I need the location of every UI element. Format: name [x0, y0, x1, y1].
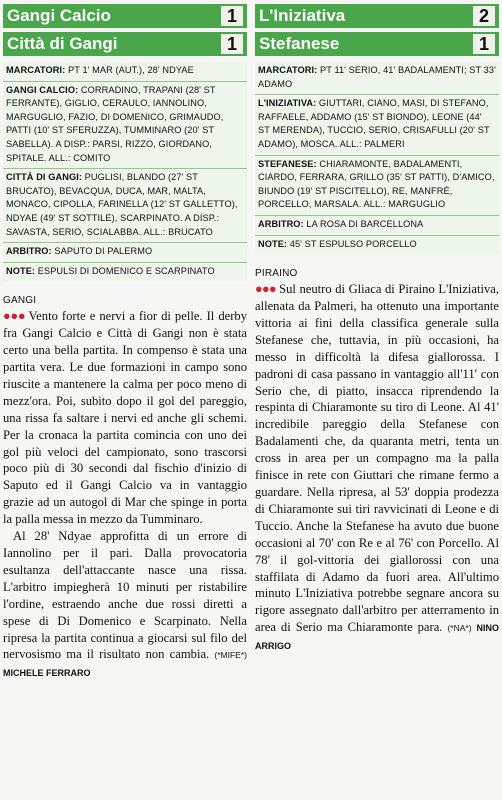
match-column-right — [255, 0, 499, 655]
scorers-info — [255, 62, 499, 95]
paragraph-text: Sul neutro di Gliaca di Piraino L'Iniziativa, allenata da Palmeri, ha ottenuto una importante vittoria ai fini della classifica generale sulla Stefanese che, tuttavia, in più occasioni, ha messo in difficoltà la difesa giallorossa. I padroni di casa passano in vantaggio all'11' con Serio che, di piatto, insacca riprendendo la respinta di Chiaramonte su tiro di Leone. Al 41' incredibile pareggio della Stefanese con Badalamenti che, da quaranta metri, tenta un cross in area per un compagno ma la palla finisce in rete con Giuttari che rimane fermo a guardare. Nella ripresa, al 53' doppia prodezza di Chiaramonte sui tiri ravvicinati di Leone e di Tuccio. Anche la Stefanese ha avuto due buone occasioni al 70' con Re e al 76' con Porcello. Al 78' il gol-vittoria dei giallorossi con una staffilata di Adamo da fuori area. All'ultimo minuto L'Iniziativa potrebbe segnare ancora su rigore assegnato dall'arbitro per atterramento in area di Serio ma Chiaramonte para. — [255, 282, 499, 635]
team-row-away — [255, 32, 499, 56]
notes-info — [3, 263, 247, 282]
team-score: 1 — [473, 34, 495, 54]
info-label: MARCATORI: — [6, 65, 66, 75]
lineup-away — [3, 169, 247, 243]
info-text: CHIARAMONTE, BADALAMENTI, CIARDO, FERRARA, GRILLO (35' ST PATTI), D'AMICO, BIUNDO (19' ST PISCITELLO), RE, MANFRÈ, PORCELLO, MARSALA. ALL.: MARGUGLIO — [258, 158, 495, 210]
match-column-left — [3, 0, 247, 682]
team-row-away — [3, 32, 247, 56]
article-body — [3, 308, 247, 682]
team-name: L'Iniziativa — [259, 6, 346, 25]
team-name: Stefanese — [259, 34, 340, 53]
team-score: 1 — [221, 6, 243, 26]
article-paragraph — [3, 528, 247, 682]
lineup-away — [255, 156, 499, 216]
author-signature: NINO ARRIGO — [255, 623, 500, 652]
author-initials: (*NA*) — [447, 623, 472, 634]
dateline: GANGI — [3, 295, 37, 307]
team-row-home — [255, 4, 499, 28]
team-score: 1 — [221, 34, 243, 54]
scorers-info — [3, 62, 247, 82]
paragraph-text: Al 28' Ndyae approfitta di un errore di Iannolino per il pari. Dalla provocatoria esultanza dell'attaccante nasce una rissa. L'arbitro impiegherà 10 minuti per ristabilire l'ordine, estraendo anche due rossi diretti a spese di Di Domenico e Scarpinato. Nella ripresa la partita continua a giocarsi sul filo del nervosismo ma il risultato non cambia. — [3, 529, 247, 662]
info-label: ARBITRO: — [6, 246, 52, 257]
info-label: L'INIZIATIVA: — [258, 98, 317, 109]
bullet-icon: ●●● — [255, 282, 277, 297]
team-row-home — [3, 4, 247, 28]
info-text: LA ROSA DI BARCELLONA — [306, 218, 424, 229]
article-paragraph — [3, 308, 247, 528]
notes-info — [255, 236, 499, 255]
match-info-box — [255, 62, 499, 254]
info-text: PT 11' SERIO, 41' BADALAMENTI; ST 33' ADAMO — [258, 65, 496, 89]
team-score: 2 — [473, 6, 495, 26]
lineup-home — [3, 82, 247, 170]
lineup-home — [255, 95, 499, 155]
team-name: Gangi Calcio — [7, 6, 111, 25]
info-text: SAPUTO DI PALERMO — [54, 246, 153, 257]
info-label: CITTÀ DI GANGI: — [6, 172, 83, 183]
referee-info — [255, 216, 499, 236]
info-text: PT 1' MAR (AUT.), 28' NDYAE — [68, 65, 194, 75]
info-label: NOTE: — [6, 265, 36, 276]
info-label: GANGI CALCIO: — [6, 84, 79, 95]
info-text: GIUTTARI, CIANO, MASI, DI STEFANO, RAFFAELE, ADDAMO (15' ST BIONDO), LEONE (44' ST MERENDA), TUCCIO, SERIO, CRISAFULLI (20' ST ADAMO), MOSCA. ALL.: PALMERI — [258, 98, 490, 149]
paragraph-text: Vento forte e nervi a fior di pelle. Il derby fra Gangi Calcio e Città di Gangi non è stata certo una bella partita. In compenso è stata una partita vera. Le due formazioni in campo sono riuscite a mantenere la calma per poco meno di mezz'ora. Poi, subito dopo il gol del pareggio, una rissa fa saltare i nervi ed anche gli schemi. Per la cronaca la partita comincia con uno dei gol più veloci del campionato, sono trascorsi poco più di 30 secondi dal fischio d'inizio di Saputo ed il Gangi Calcio va in vantaggio grazie ad un autogol di Mar che spinge in porta la palla messa in mezzo da Tumminaro. — [3, 309, 247, 527]
info-label: STEFANESE: — [258, 158, 317, 169]
article-body — [255, 281, 499, 655]
author-signature: MICHELE FERRARO — [3, 668, 91, 679]
info-text: ESPULSI DI DOMENICO E SCARPINATO — [37, 265, 215, 276]
info-text: 45' ST ESPULSO PORCELLO — [289, 238, 417, 249]
article-paragraph — [255, 281, 499, 655]
info-text: CORRADINO, TRAPANI (28' ST FERRANTE), GIGLIO, CERAULO, IANNOLINO, MARGUGLIO, FAZIO, DI DOMENICO, GRIMAUDO, PATTI (10' ST SFERUZZA), TUMMINARO (20' ST SABELLA). A DISP.: PARSI, RIZZO, GIORDANO, SPITALE. ALL.: COMITO — [6, 84, 224, 163]
info-label: NOTE: — [258, 238, 288, 249]
bullet-icon: ●●● — [3, 309, 26, 324]
match-info-box — [3, 62, 247, 281]
team-name: Città di Gangi — [7, 34, 118, 53]
dateline: PIRAINO — [255, 268, 298, 280]
referee-info — [3, 243, 247, 263]
info-text: PUGLISI, BLANDO (27' ST BRUCATO), BEVACQUA, DUCA, MAR, MALTA, MONACO, CIPOLLA, FARINELLA (12' ST GALLETTO), NDYAE (49' ST SOTTILE), SCARPINATO. A DISP.: SAVASTA, SERIO, SCIALABBA. ALL.: BRUCATO — [6, 172, 238, 237]
info-label: MARCATORI: — [258, 65, 318, 75]
author-initials: (*MIFE*) — [214, 650, 247, 661]
info-label: ARBITRO: — [258, 218, 304, 229]
